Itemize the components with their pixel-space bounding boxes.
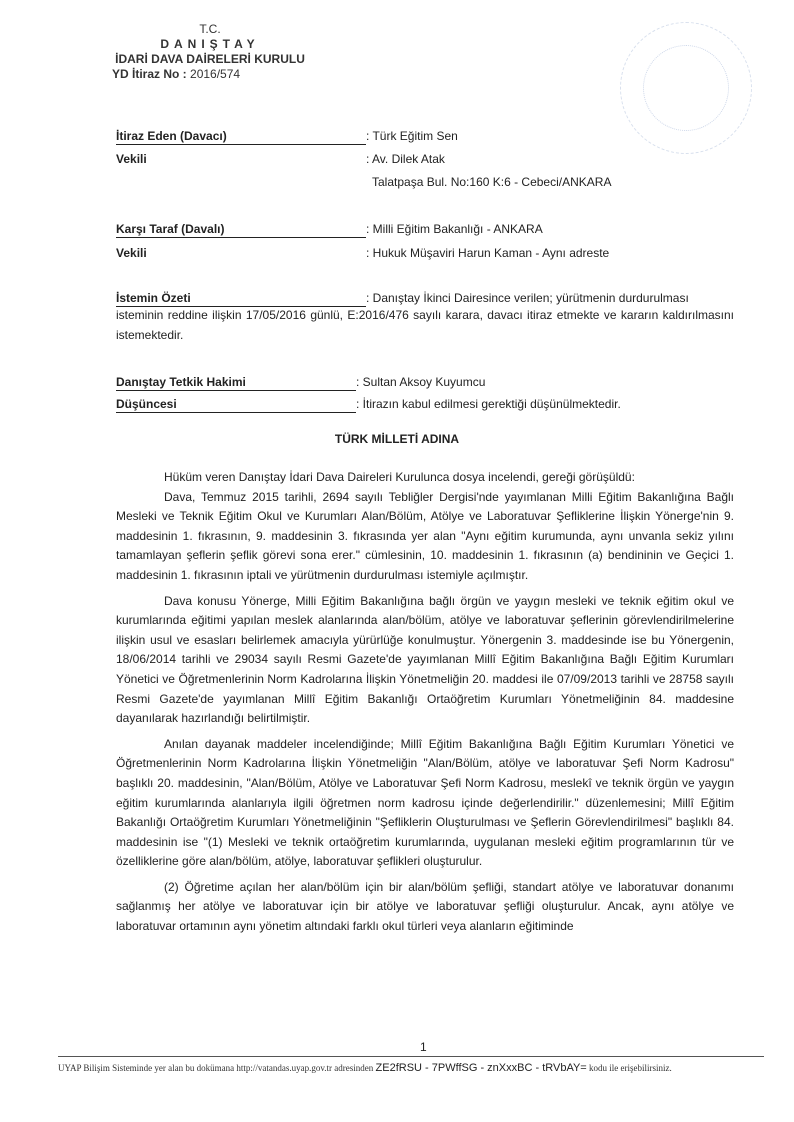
itiraz-value: : Türk Eğitim Sen — [366, 129, 458, 143]
yd-value: 2016/574 — [190, 67, 241, 81]
ozet-rest-text: isteminin reddine ilişkin 17/05/2016 günlü, E:2016/476 sayılı karara, davacı itiraz etmekte ve kararın kaldırılmasını istemektedir. — [116, 308, 734, 342]
header-yd-number — [60, 67, 360, 82]
decision-body — [116, 468, 734, 937]
vekil1-label: Vekili — [116, 152, 147, 166]
body-paragraph-5: (2) Öğretime açılan her alan/bölüm için bir alan/bölüm şefliği, standart atölye ve laboratuvar donanımı sağlanmış her atölye ve laboratuvar için bir atölye ve laboratuvar şefliği oluşturulur. Ancak, aynı atölye ve laboratuvar ortamının aynı yönetim altındaki farklı okul türleri veya alanların eğitiminde — [116, 879, 734, 934]
footer — [58, 1062, 672, 1074]
ozet-label: İstemin Özeti — [116, 290, 366, 307]
vekil2-value: : Hukuk Müşaviri Harun Kaman - Aynı adreste — [366, 246, 610, 260]
karsi-label: Karşı Taraf (Davalı) — [116, 221, 366, 238]
body-paragraph-2: Dava, Temmuz 2015 tarihli, 2694 sayılı Tebliğler Dergisi'nde yayımlanan Milli Eğitim Bakanlığına Bağlı Mesleki ve Teknik Eğitim Okul ve Kurumları Alan/Bölüm, Atölye ve Laboratuvar Şefliklerine İlişkin Yönerge'nin 9. maddesinin 1. fıkrasının, 9. maddesinin 3. fıkrasında yer alan "Aynı eğitim kurumunda, aynı unvanla sekiz yılını tamamlayan şeflerin şeflik görevi sona erer." cümlesinin, 10. maddesinin 1. fıkrasının (a) bendininin ve Geçici 1. maddesinin 1. fıkrasının iptali ve yürütmenin durdurulması istemiyle açılmıştır. — [116, 489, 734, 582]
footer-text: UYAP Bilişim Sisteminde yer alan bu dokümana http://vatandas.uyap.gov.tr adresinden — [58, 1063, 374, 1073]
body-paragraph-1: Hüküm veren Danıştay İdari Dava Daireleri Kurulunca dosya incelendi, gereği görüşüldü: — [164, 470, 635, 484]
karsi-value: : Milli Eğitim Bakanlığı - ANKARA — [366, 222, 543, 236]
yd-label: YD İtiraz No : — [112, 67, 187, 81]
body-paragraph-3: Dava konusu Yönerge, Milli Eğitim Bakanlığına bağlı örgün ve yaygın mesleki ve teknik eğitim okul ve kurumlarında eğitimi yapılan meslek alanlarında alan/bölüm, atölye ve laboratuvar şeflerinin görevlendirilmelerine ilişkin usul ve esasları belirlemek amacıyla yürürlüğe konulmuştur. Yönergenin 3. maddesinde ise bu Yönergenin, 18/06/2014 tarihli ve 29034 sayılı Resmi Gazete'de yayımlanan Millî Eğitim Bakanlığına Bağlı Eğitim Kurumları Yönetici ve Öğretmenlerinin Norm Kadrolarına İlişkin Yönetmeliğin 20. maddesi ile 07/09/2013 tarihli ve 28758 sayılı Resmi Gazete'de yayımlanan Millî Eğitim Bakanlığı Ortaöğretim Kurumları Yönetmeliğinin 84. maddesine dayanılarak hazırlandığı belirtilmiştir. — [116, 593, 734, 726]
footer-access-code: ZE2fRSU - 7PWffSG - znXxxBC - tRVbAY= — [375, 1062, 587, 1074]
hakim-value: : Sultan Aksoy Kuyumcu — [356, 375, 486, 389]
footer-suffix: kodu ile erişebilirsiniz. — [588, 1063, 672, 1073]
vekil1-value: : Av. Dilek Atak — [366, 152, 445, 166]
dusunce-value: : İtirazın kabul edilmesi gerektiği düşünülmektedir. — [356, 397, 621, 411]
ozet-rest — [116, 306, 734, 345]
footer-divider — [58, 1056, 764, 1057]
header-danistay: DANIŞTAY — [160, 37, 260, 51]
vekil1-address: Talatpaşa Bul. No:160 K:6 - Cebeci/ANKARA — [372, 175, 612, 189]
hakim-label: Danıştay Tetkik Hakimi — [116, 374, 356, 391]
vekil2-label: Vekili — [116, 246, 147, 260]
itiraz-label: İtiraz Eden (Davacı) — [116, 128, 366, 145]
dusunce-label: Düşüncesi — [116, 396, 356, 413]
header-tc: T.C. — [199, 22, 221, 36]
body-paragraph-4: Anılan dayanak maddeler incelendiğinde; Millî Eğitim Bakanlığına Bağlı Eğitim Kurumları Yönetici ve Öğretmenlerinin Norm Kadrolarına İlişkin Yönetmeliğin "Alan/Bölüm, atölye ve laboratuvar Şefi Norm Kadrosu" başlıklı 20. maddesinin, "Alan/Bölüm, Atölye ve Laboratuvar Şefi Norm Kadrosu, meslekî ve teknik örgün ve yaygın eğitim kurumlarında alanlarıyla ilgili öğretmen norm kadrosu içinde değerlendirilir." düzenlemesini; Millî Eğitim Bakanlığı Ortaöğretim Kurumları Yönetmeliğinin "Şefliklerin Oluşturulması ve Şeflerin Görevlendirilmesi" başlıklı 84. maddesinin ise "(1) Mesleki ve teknik ortaöğretim kurumlarında, uygulanan mesleki eğitim programlarının tür ve özelliklerine göre alan/bölüm, atölye, laboratuvar şeflikleri oluşturulur. — [116, 736, 734, 869]
page-number: 1 — [420, 1040, 427, 1054]
decision-title: TÜRK MİLLETİ ADINA — [334, 432, 460, 446]
header-kurul: İDARİ DAVA DAİRELERİ KURULU — [115, 52, 305, 66]
court-header — [60, 22, 360, 82]
ozet-first-line: : Danıştay İkinci Dairesince verilen; yürütmenin durdurulması — [366, 291, 689, 305]
faded-stamp-icon — [620, 22, 752, 154]
